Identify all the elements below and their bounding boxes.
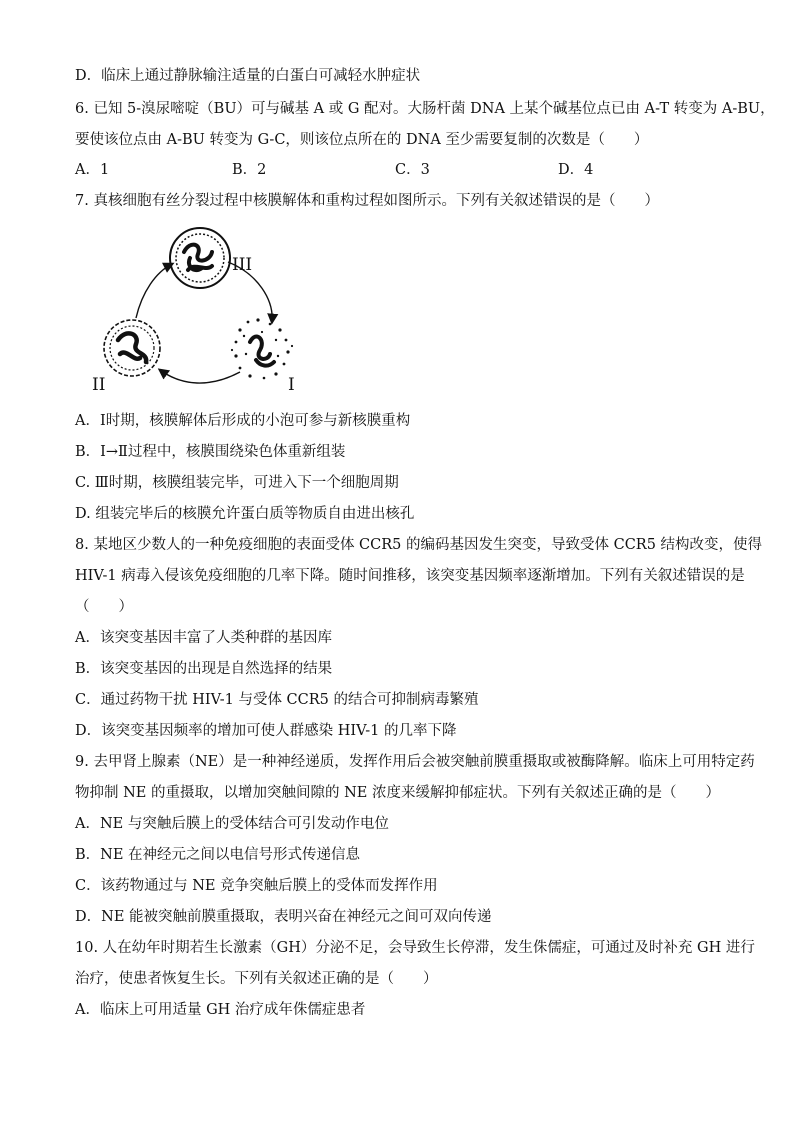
nuclear-envelope-cycle-figure [90, 222, 310, 398]
q6-option-d: D．4 [558, 162, 594, 178]
arrow-i-to-ii [160, 370, 240, 383]
q8-option-b: B．该突变基因的出现是自然选择的结果 [75, 661, 333, 677]
q8-option-d: D．该突变基因频率的增加可使人群感染 HIV-1 的几率下降 [75, 723, 457, 739]
q7-option-d: D. 组装完毕后的核膜允许蛋白质等物质自由进出核孔 [75, 506, 415, 522]
q9-option-a: A．NE 与突触后膜上的受体结合可引发动作电位 [75, 816, 389, 832]
q8-stem-line1: 8. 某地区少数人的一种免疫细胞的表面受体 CCR5 的编码基因发生突变，导致受体 CCR5 结构改变，使得 [75, 537, 763, 553]
q9-stem-line2: 物抑制 NE 的重摄取，以增加突触间隙的 NE 浓度来缓解抑郁症状。下列有关叙述正确的是（ ） [75, 785, 720, 801]
q7-option-a: A．Ⅰ时期，核膜解体后形成的小泡可参与新核膜重构 [75, 413, 411, 429]
cell-cycle-diagram [90, 222, 310, 398]
q10-option-a: A．临床上可用适量 GH 治疗成年侏儒症患者 [75, 1002, 366, 1018]
q8-option-a: A．该突变基因丰富了人类种群的基因库 [75, 630, 332, 646]
label-stage-iii: III [232, 255, 253, 275]
q6-stem-line2: 要使该位点由 A-BU 转变为 G-C，则该位点所在的 DNA 至少需要复制的次数是（ ） [75, 132, 649, 148]
q6-option-b: B．2 [232, 162, 267, 178]
q8-stem-line3: （ ） [75, 599, 133, 615]
q8-option-c: C．通过药物干扰 HIV-1 与受体 CCR5 的结合可抑制病毒繁殖 [75, 692, 479, 708]
q9-option-b: B．NE 在神经元之间以电信号形式传递信息 [75, 847, 361, 863]
q10-stem-line1: 10. 人在幼年时期若生长激素（GH）分泌不足，会导致生长停滞，发生侏儒症，可通过及时补充 GH 进行 [75, 940, 755, 956]
label-stage-ii: II [92, 375, 106, 395]
stage-ii-cell [104, 320, 160, 376]
q9-option-c: C．该药物通过与 NE 竞争突触后膜上的受体而发挥作用 [75, 878, 438, 894]
q6-option-c: C．3 [395, 162, 430, 178]
q7-stem: 7. 真核细胞有丝分裂过程中核膜解体和重构过程如图所示。下列有关叙述错误的是（ ） [75, 193, 659, 209]
q6-option-a: A．1 [75, 162, 110, 178]
stage-i-cell [231, 318, 293, 379]
stage-iii-cell [170, 228, 230, 288]
label-stage-i: I [288, 375, 295, 395]
q6-options [75, 160, 735, 180]
q9-option-d: D．NE 能被突触前膜重摄取，表明兴奋在神经元之间可双向传递 [75, 909, 492, 925]
q6-stem-line1: 6. 已知 5-溴尿嘧啶（BU）可与碱基 A 或 G 配对。大肠杆菌 DNA 上某个碱基位点已由 A-T 转变为 A-BU， [75, 101, 775, 117]
q7-option-c: C. Ⅲ时期，核膜组装完毕，可进入下一个细胞周期 [75, 475, 399, 491]
q7-option-b: B．Ⅰ→Ⅱ过程中，核膜围绕染色体重新组装 [75, 444, 346, 460]
q9-stem-line1: 9. 去甲肾上腺素（NE）是一种神经递质，发挥作用后会被突触前膜重摄取或被酶降解。临床上可用特定药 [75, 754, 755, 770]
arrow-ii-to-iii [136, 264, 172, 318]
q5-option-d: D．临床上通过静脉输注适量的白蛋白可减轻水肿症状 [75, 68, 421, 84]
q8-stem-line2: HIV-1 病毒入侵该免疫细胞的几率下降。随时间推移，该突变基因频率逐渐增加。下列有关叙述错误的是 [75, 568, 745, 584]
q10-stem-line2: 治疗，使患者恢复生长。下列有关叙述正确的是（ ） [75, 971, 438, 987]
